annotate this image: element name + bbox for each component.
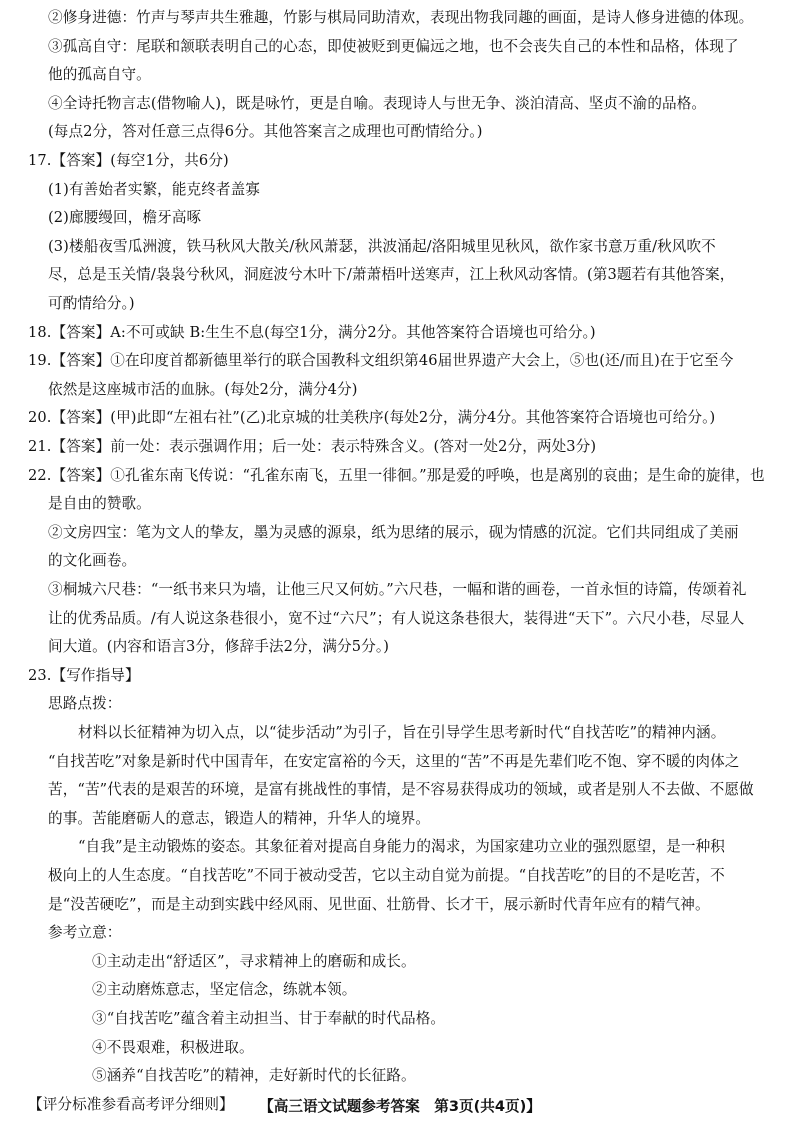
text-line: 思路点拨： [48,695,122,713]
text-line: ②文房四宝：笔为文人的挚友，墨为灵感的源泉，纸为思绪的展示，砚为情感的沉淀。它们共同组成了美丽 [48,523,739,541]
text-line: ③桐城六尺巷：“一纸书来只为墙，让他三尺又何妨。”六尺巷，一幅和谐的画卷，一首永恒的诗篇，传颂着礼 [48,581,747,598]
text-line: “自我”是主动锻炼的姿态。其象征着对提高自身能力的渴求，为国家建功立业的强烈愿望，是一种积 [78,838,725,856]
text-line: 22.【答案】①孔雀东南飞传说：“孔雀东南飞，五里一徘徊。”那是爱的呼唤，也是离别的哀曲；是生命的旋律，也 [28,466,765,484]
text-line: 让的优秀品质。/有人说这条巷很小，宽不过“六尺”；有人说这条巷很大，装得进“天下”。六尺小巷，尽显人 [48,609,745,627]
text-line: ③“自找苦吃”蕴含着主动担当、甘于奉献的时代品格。 [92,1010,446,1027]
text-line: (1)有善始者实繁，能克终者盖寡 [48,180,260,198]
text-line: (2)廊腰缦回，檐牙高啄 [48,209,202,227]
text-line: ④全诗托物言志(借物喻人)，既是咏竹，更是自喻。表现诗人与世无争、淡泊清高、坚贞不渝的品格。 [48,94,707,112]
text-line: 的文化画卷。 [48,552,137,570]
text-line: 尽，总是玉关情/袅袅兮秋风，洞庭波兮木叶下/萧萧梧叶送寒声，江上秋风动客情。(第3题若有其他答案， [48,266,735,284]
text-line: ③孤高自守：尾联和颔联表明自己的心态，即使被贬到更偏远之地，也不会丧失自己的本性和品格，体现了 [48,37,739,55]
text-line: 17.【答案】(每空1分，共6分) [28,152,229,169]
text-line: ①主动走出“舒适区”，寻求精神上的磨砺和成长。 [92,952,416,970]
text-line: ②主动磨炼意志，坚定信念，练就本领。 [92,981,357,999]
text-line: 极向上的人生态度。“自找苦吃”不同于被动受苦，它以主动自觉为前提。“自找苦吃”的目的不是吃苦，不 [48,867,725,884]
text-line: 依然是这座城市活的血脉。(每处2分，满分4分) [48,380,358,398]
text-line: 的事。苦能磨砺人的意志，锻造人的精神，升华人的境界。 [48,809,431,827]
text-line: 是“没苦硬吃”，而是主动到实践中经风雨、见世面、壮筋骨、长才干，展示新时代青年应有的精气神。 [48,895,710,913]
text-line: 21.【答案】前一处：表示强调作用；后一处：表示特殊含义。(答对一处2分，两处3分) [28,438,597,455]
text-line: 23.【写作指导】 [28,666,140,684]
text-line: 19.【答案】①在印度首都新德里举行的联合国教科文组织第46届世界遗产大会上，⑤也(还/而且)在于它至今 [28,352,734,370]
page-footer: 【高三语文试题参考答案 第3页(共4页)】 [259,1098,541,1115]
text-line: (每点2分，答对任意三点得6分。其他答案言之成理也可酌情给分。) [48,123,483,141]
text-line: “自找苦吃”对象是新时代中国青年，在安定富裕的今天，这里的“苦”不再是先辈们吃不饱、穿不暖的肉体之 [48,752,740,770]
text-line: ②修身进德：竹声与琴声共生雅趣，竹影与棋局同助清欢，表现出物我同趣的画面，是诗人修身进德的体现。 [48,9,754,26]
text-line: 材料以长征精神为切入点，以“徒步活动”为引子，旨在引导学生思考新时代“自找苦吃”的精神内涵。 [78,724,726,741]
text-line: 参考立意： [48,924,122,942]
text-line: 是自由的赞歌。 [48,495,151,513]
text-line: 【评分标准参看高考评分细则】 [28,1095,234,1113]
text-line: ④不畏艰难，积极进取。 [92,1038,254,1056]
text-line: 20.【答案】(甲)此即“左祖右社”(乙)北京城的壮美秩序(每处2分，满分4分。其他答案符合语境也可给分。) [28,409,716,427]
text-line: 间大道。(内容和语言3分，修辞手法2分，满分5分。) [48,638,390,656]
text-line: 苦，“苦”代表的是艰苦的环境，是富有挑战性的事情，是不容易获得成功的领域，或者是别人不去做、不愿做 [48,781,754,799]
text-line: (3)楼船夜雪瓜洲渡，铁马秋风大散关/秋风萧瑟，洪波涌起/洛阳城里见秋风，欲作家书意万重/秋风吹不 [48,237,716,255]
text-line: ⑤涵养“自找苦吃”的精神，走好新时代的长征路。 [92,1067,416,1085]
text-line: 他的孤高自守。 [48,66,151,84]
text-line: 18.【答案】A:不可或缺 B:生生不息(每空1分，满分2分。其他答案符合语境也可给分。) [28,323,596,341]
text-line: 可酌情给分。) [48,295,135,312]
